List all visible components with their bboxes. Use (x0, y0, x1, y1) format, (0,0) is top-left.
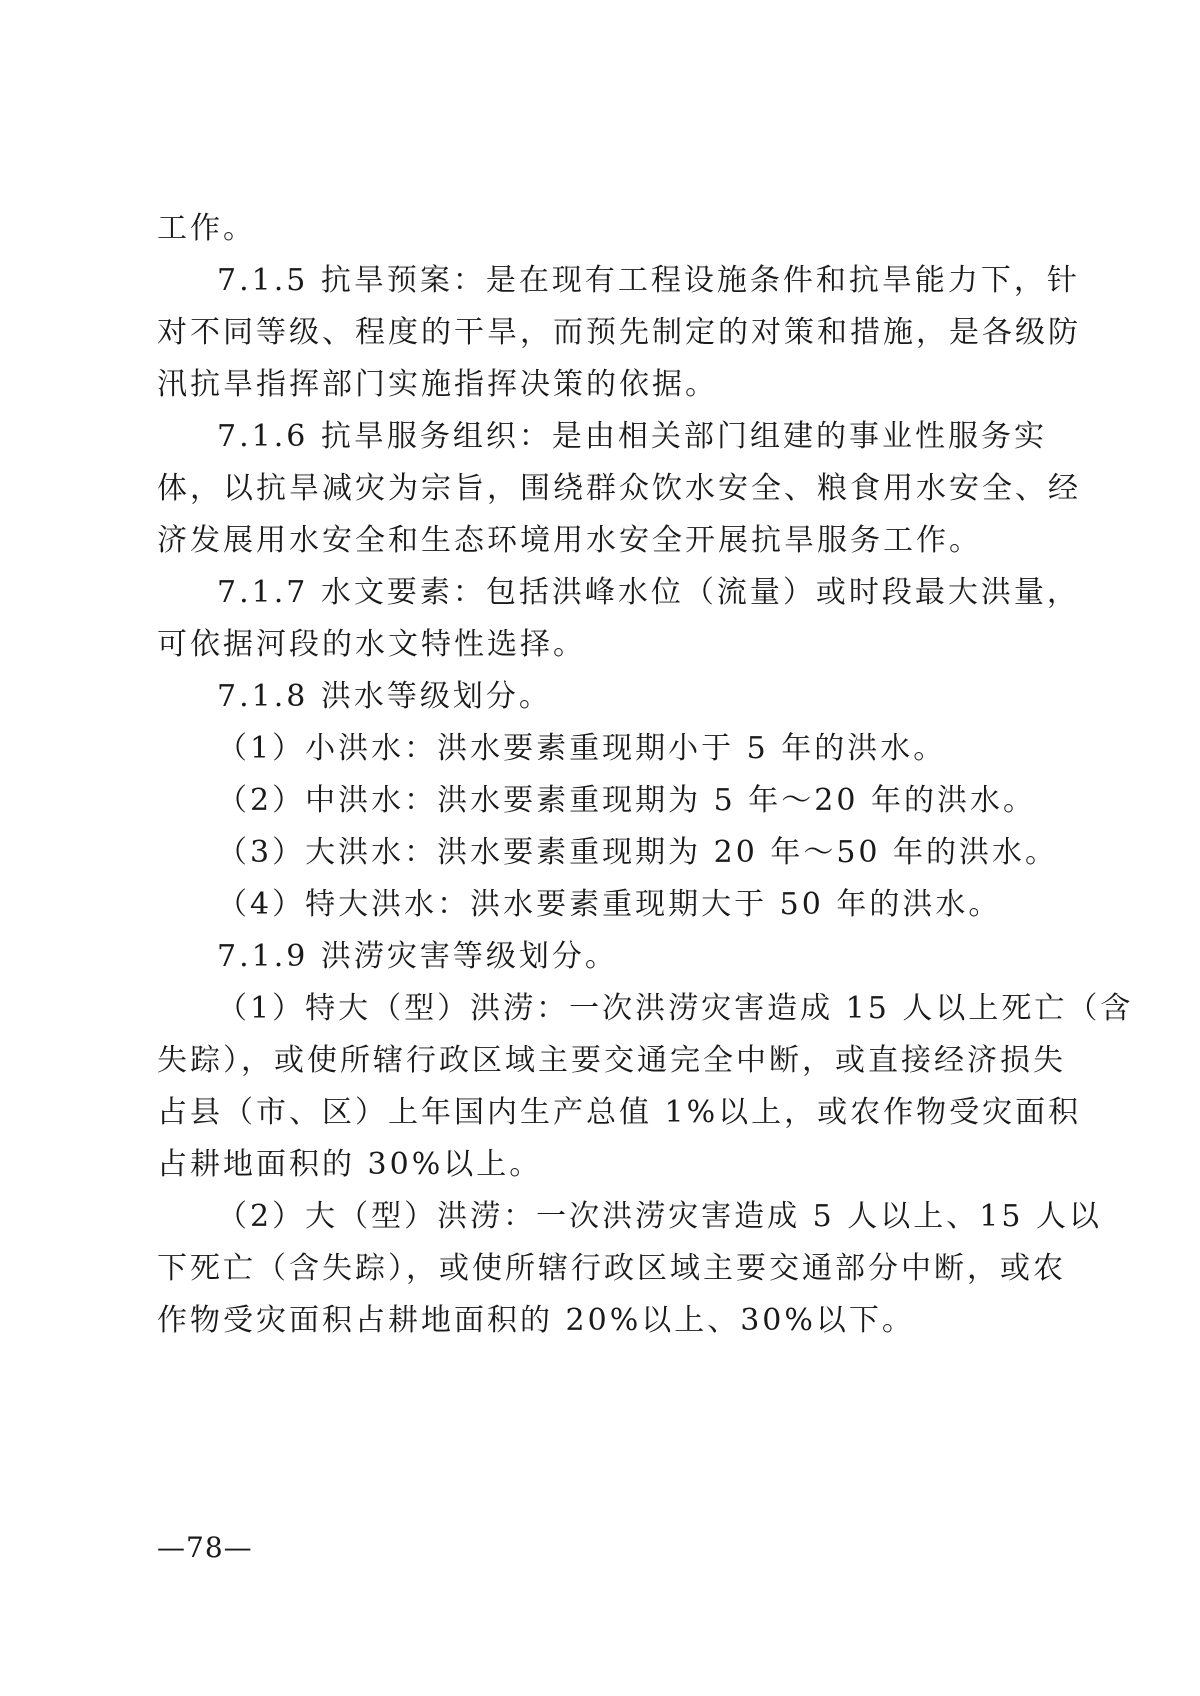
text-line: （2）大（型）洪涝：一次洪涝灾害造成 5 人以上、15 人以 (217, 1199, 1102, 1234)
text-line: 作物受灾面积占耕地面积的 20%以上、30%以下。 (157, 1303, 915, 1338)
text-line: 济发展用水安全和生态环境用水安全开展抗旱服务工作。 (157, 523, 982, 558)
text-line: 占县（市、区）上年国内生产总值 1%以上，或农作物受灾面积 (157, 1095, 1082, 1130)
page-number: —78— (157, 1531, 253, 1564)
list-item: （1）小洪水：洪水要素重现期小于 5 年的洪水。 (217, 731, 947, 766)
list-item: （4）特大洪水：洪水要素重现期大于 50 年的洪水。 (217, 887, 1002, 922)
text-line: 7.1.7 水文要素：包括洪峰水位（流量）或时段最大洪量， (217, 575, 1080, 610)
text-line: 失踪），或使所辖行政区域主要交通完全中断，或直接经济损失 (157, 1043, 1066, 1078)
text-line: 工作。 (157, 211, 256, 246)
list-item: （3）大洪水：洪水要素重现期为 20 年～50 年的洪水。 (217, 835, 1059, 870)
text-line: 可依据河段的水文特性选择。 (157, 627, 586, 662)
text-line: 体，以抗旱减灾为宗旨，围绕群众饮水安全、粮食用水安全、经 (157, 471, 1081, 506)
text-line: 对不同等级、程度的干旱，而预先制定的对策和措施，是各级防 (157, 315, 1081, 350)
section-heading: 7.1.9 洪涝灾害等级划分。 (217, 939, 618, 974)
list-item: （2）中洪水：洪水要素重现期为 5 年～20 年的洪水。 (217, 783, 1036, 818)
text-line: 7.1.5 抗旱预案：是在现有工程设施条件和抗旱能力下，针 (217, 263, 1080, 298)
text-line: 7.1.6 抗旱服务组织：是由相关部门组建的事业性服务实 (217, 419, 1047, 454)
text-line: 占耕地面积的 30%以上。 (157, 1147, 543, 1182)
section-heading: 7.1.8 洪水等级划分。 (217, 679, 552, 714)
text-line: 汛抗旱指挥部门实施指挥决策的依据。 (157, 367, 718, 402)
text-line: 下死亡（含失踪），或使所辖行政区域主要交通部分中断，或农 (157, 1251, 1066, 1286)
text-line: （1）特大（型）洪涝：一次洪涝灾害造成 15 人以上死亡（含 (217, 991, 1134, 1026)
